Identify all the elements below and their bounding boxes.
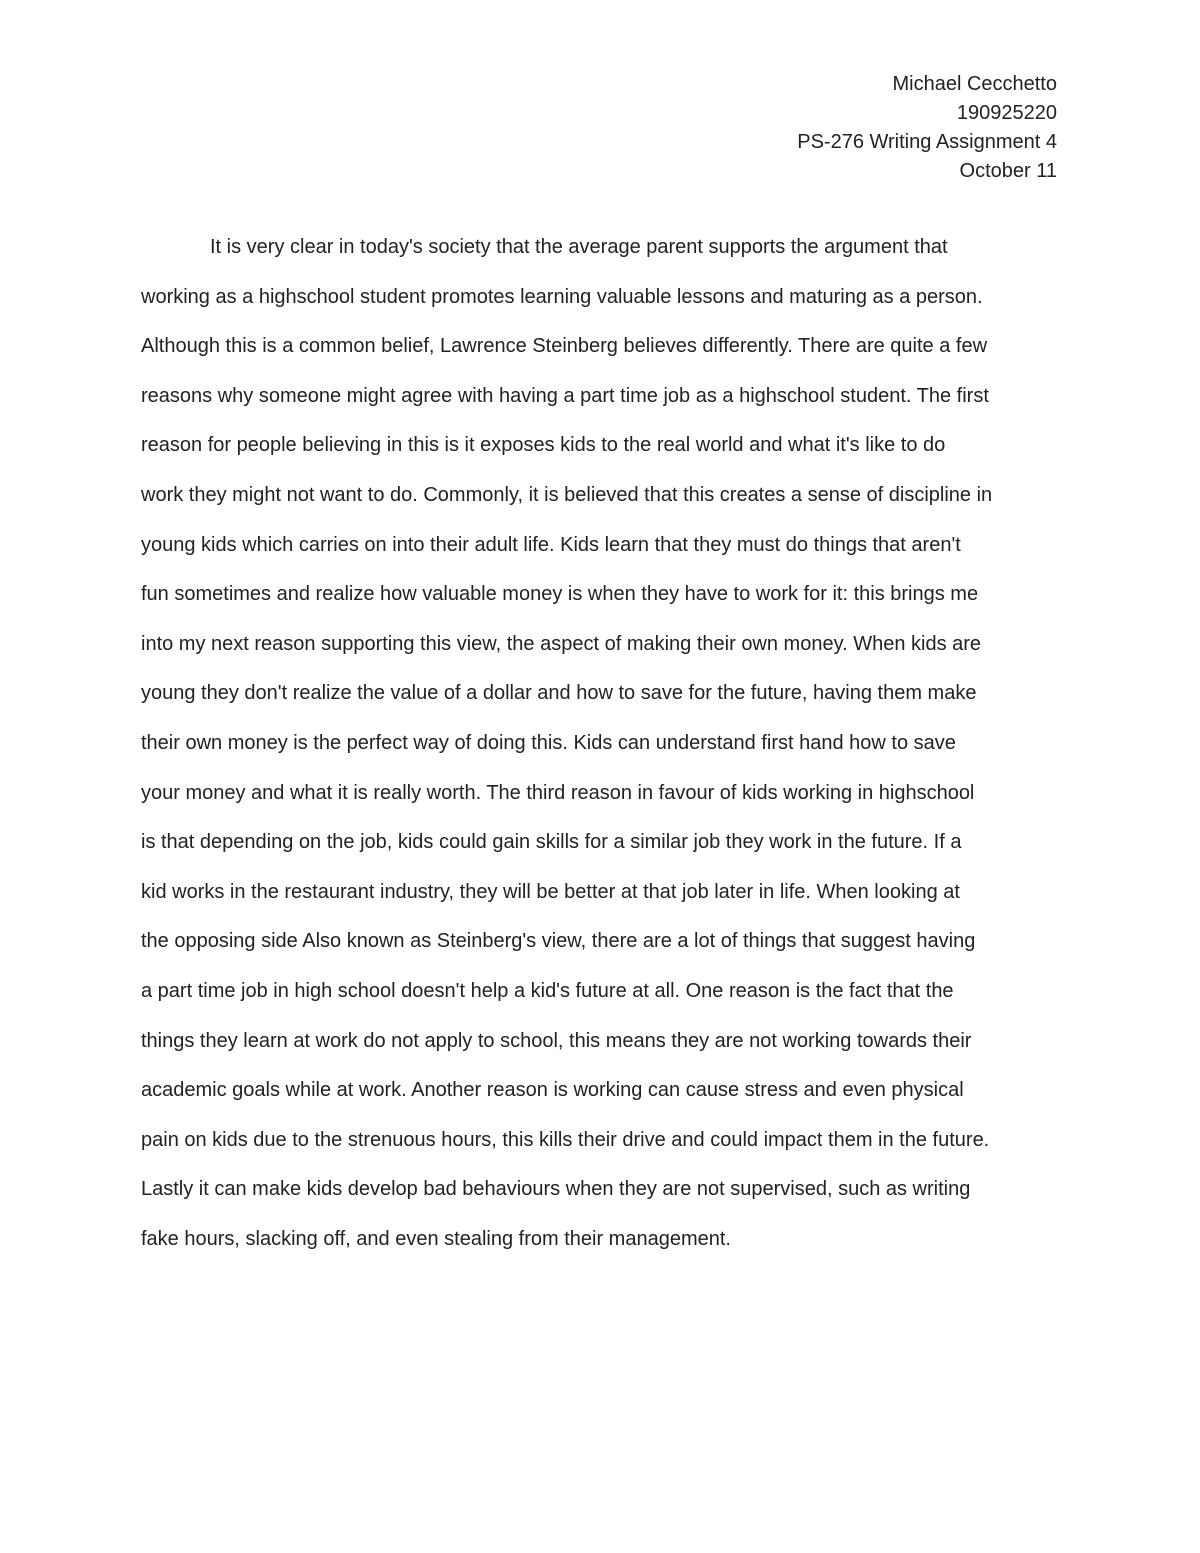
essay-line: kid works in the restaurant industry, they will be better at that job later in life. When looking at [141, 880, 960, 903]
essay-line: fake hours, slacking off, and even stealing from their management. [141, 1227, 731, 1250]
document-date: October 11 [959, 160, 1057, 182]
essay-line: academic goals while at work. Another reason is working can cause stress and even physical [141, 1079, 964, 1102]
essay-line: work they might not want to do. Commonly, it is believed that this creates a sense of discipline in [141, 483, 993, 506]
course-title: PS-276 Writing Assignment 4 [797, 131, 1057, 153]
essay-line: the opposing side Also known as Steinberg's view, there are a lot of things that suggest having [141, 930, 976, 953]
essay-line: things they learn at work do not apply to school, this means they are not working towards their [141, 1029, 972, 1052]
essay-line: into my next reason supporting this view, the aspect of making their own money. When kids are [141, 632, 982, 655]
essay-line: a part time job in high school doesn't help a kid's future at all. One reason is the fact that the [141, 979, 954, 1002]
essay-line: their own money is the perfect way of doing this. Kids can understand first hand how to save [141, 731, 956, 754]
student-id: 190925220 [956, 102, 1057, 124]
essay-line: reason for people believing in this is it exposes kids to the real world and what it's like to do [141, 434, 946, 457]
author-name: Michael Cecchetto [892, 73, 1057, 95]
essay-line: working as a highschool student promotes learning valuable lessons and maturing as a person. [141, 285, 983, 308]
essay-line: pain on kids due to the strenuous hours, this kills their drive and could impact them in the future. [141, 1128, 990, 1151]
essay-body [141, 225, 1061, 1266]
essay-line: Lastly it can make kids develop bad behaviours when they are not supervised, such as writing [141, 1178, 971, 1201]
essay-line: fun sometimes and realize how valuable money is when they have to work for it: this brings me [141, 583, 979, 606]
essay-line: Although this is a common belief, Lawrence Steinberg believes differently. There are quite a few [141, 335, 988, 358]
document-header [797, 70, 1057, 186]
essay-line: is that depending on the job, kids could gain skills for a similar job they work in the future. If a [141, 831, 962, 854]
essay-line: young they don't realize the value of a dollar and how to save for the future, having them make [141, 682, 977, 705]
essay-line: It is very clear in today's society that the average parent supports the argument that [210, 236, 948, 258]
essay-line: young kids which carries on into their adult life. Kids learn that they must do things that aren't [141, 533, 961, 556]
essay-line: your money and what it is really worth. The third reason in favour of kids working in highschool [141, 781, 975, 804]
essay-line: reasons why someone might agree with having a part time job as a highschool student. The first [141, 384, 989, 407]
